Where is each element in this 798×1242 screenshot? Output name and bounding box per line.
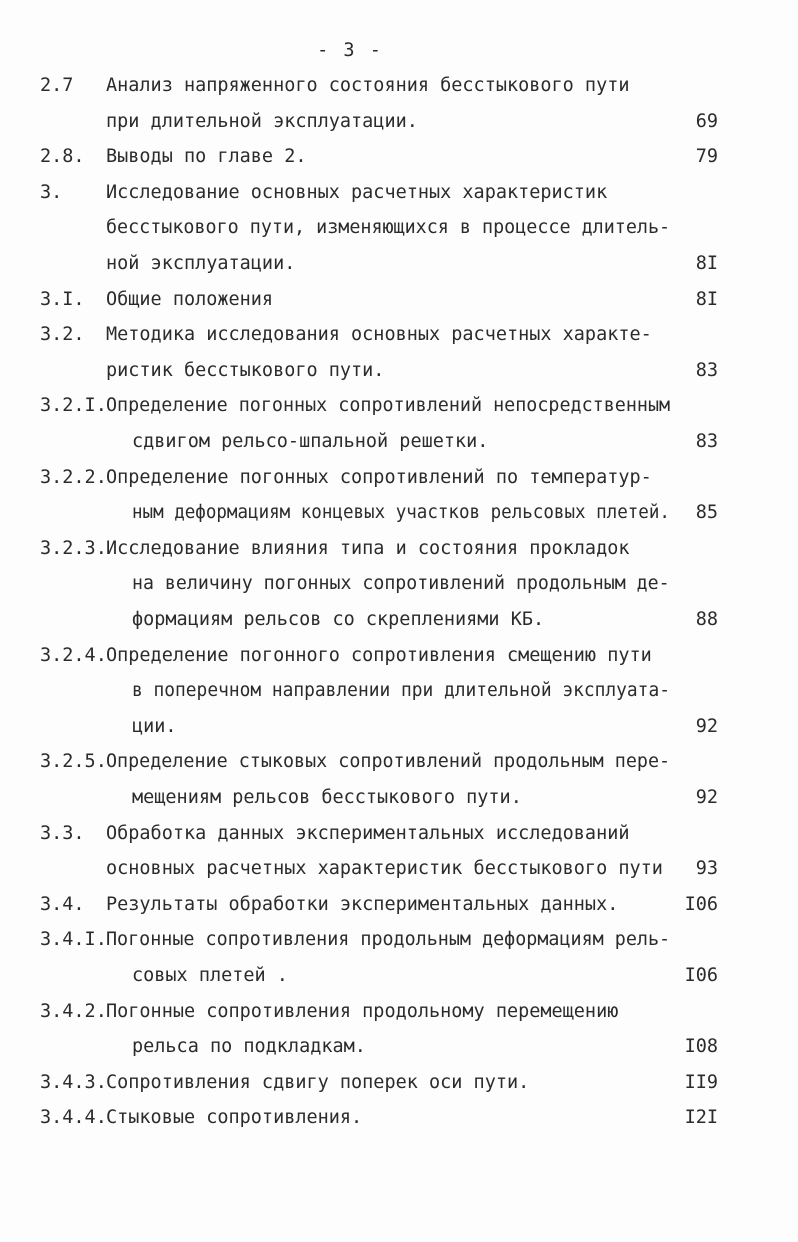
toc-line (0, 929, 798, 959)
toc-entry-number: 3.2.4. (40, 644, 107, 666)
toc-entry-number: 3.2.I. (40, 395, 107, 417)
toc-entry-text: на величину погонных сопротивлений продольным де- (132, 573, 670, 595)
toc-page-number: 92 (695, 787, 718, 808)
toc-entry-text: сдвигом рельсо-шпальной решетки. (132, 431, 489, 452)
toc-entry-text: мещениям рельсов бесстыкового пути. (132, 787, 522, 808)
toc-entry-text: ным деформациям концевых участков рельсовых плетей. (132, 502, 670, 524)
toc-page-number: 8I (695, 288, 718, 310)
toc-page-number: II9 (684, 1071, 718, 1093)
toc-page-number: I06 (684, 965, 718, 986)
toc-entry-text: в поперечном направлении при длительной эксплуата- (132, 680, 670, 702)
toc-line (0, 680, 798, 710)
toc-line (0, 467, 798, 497)
toc-page-number: 92 (695, 715, 718, 737)
toc-line (0, 645, 798, 675)
toc-entry-text: Методика исследования основных расчетных характе- (106, 324, 652, 346)
toc-page-number: 79 (695, 146, 718, 168)
toc-entry-number: 3.4.I. (40, 929, 107, 951)
toc-line (0, 1072, 798, 1102)
toc-entry-number: 3.2. (40, 324, 85, 346)
toc-page-number: I08 (684, 1036, 718, 1058)
toc-line (0, 217, 798, 247)
toc-page-number: 83 (695, 359, 718, 381)
toc-line (0, 502, 798, 532)
toc-page-number: I2I (684, 1107, 718, 1129)
toc-line (0, 1036, 798, 1066)
toc-entry-text: Выводы по главе 2. (106, 146, 307, 168)
toc-line (0, 146, 798, 176)
toc-entry-text: совых плетей . (132, 965, 288, 986)
toc-entry-number: 3.4.2. (40, 1000, 107, 1022)
toc-entry-number: 2.8. (40, 146, 85, 168)
toc-line (0, 253, 798, 283)
toc-entry-text: Стыковые сопротивления. (106, 1107, 363, 1129)
toc-page-number: 88 (695, 609, 718, 630)
toc-entry-number: 3.2.2. (40, 466, 107, 488)
toc-line (0, 182, 798, 212)
toc-entry-number: 2.7 (40, 75, 74, 96)
toc-entry-number: 3.I. (40, 288, 85, 310)
toc-line (0, 858, 798, 888)
toc-entry-text: Определение погонных сопротивлений непосредственным (106, 395, 671, 417)
toc-entry-text: бесстыкового пути, изменяющихся в процессе длитель- (106, 217, 671, 239)
toc-page-number: 83 (695, 431, 718, 452)
toc-line (0, 787, 798, 817)
toc-entry-text: Обработка данных экспериментальных исследований (106, 822, 630, 844)
toc-entry-number: 3.4. (40, 893, 85, 915)
toc-page-number: 8I (695, 253, 718, 274)
toc-entry-text: ной эксплуатации. (106, 253, 296, 274)
toc-entry-text: Определение погонного сопротивления смещению пути (106, 644, 652, 666)
toc-entry-text: Определение погонных сопротивлений по температур- (106, 466, 652, 488)
toc-entry-text: Определение стыковых сопротивлений продольным пере- (106, 751, 671, 773)
toc-entry-number: 3.4.3. (40, 1071, 107, 1093)
toc-entry-number: 3.2.3. (40, 537, 107, 559)
toc-entry-text: рельса по подкладкам. (132, 1036, 366, 1058)
toc-entry-text: основных расчетных характеристик бесстыкового пути (106, 858, 663, 880)
toc-entry-text: Анализ напряженного состояния бесстыкового пути (106, 75, 630, 96)
toc-entry-number: 3.4.4. (40, 1107, 107, 1129)
toc-entry-number: 3.2.5. (40, 751, 107, 773)
toc-entry-text: ристик бесстыкового пути. (106, 359, 385, 381)
toc-line (0, 573, 798, 603)
toc-entry-text: Погонные сопротивления продольным деформациям рель- (106, 929, 671, 951)
toc-line (0, 111, 798, 141)
toc-line (0, 751, 798, 781)
toc-line (0, 965, 798, 995)
toc-entry-number: 3. (40, 181, 63, 203)
toc-line (0, 1107, 798, 1137)
toc-line (0, 75, 798, 105)
toc-line (0, 823, 798, 853)
toc-page-number: I06 (684, 893, 718, 915)
toc-entry-text: Результаты обработки экспериментальных данных. (106, 893, 619, 915)
toc-line (0, 716, 798, 746)
toc-entry-text: при длительной эксплуатации. (106, 110, 418, 132)
toc-entry-text: ции. (132, 715, 177, 737)
toc-line (0, 538, 798, 568)
toc-line (0, 431, 798, 461)
toc-line (0, 395, 798, 425)
page-number: - 3 - (317, 40, 383, 61)
toc-entry-text: Исследование влияния типа и состояния прокладок (106, 537, 630, 559)
toc-entry-number: 3.3. (40, 822, 85, 844)
toc-line (0, 609, 798, 639)
toc-entry-text: Общие положения (106, 288, 274, 310)
toc-entry-text: Исследование основных расчетных характеристик (106, 181, 608, 203)
toc-line (0, 289, 798, 319)
toc-line (0, 360, 798, 390)
toc-entry-text: Сопротивления сдвигу поперек оси пути. (106, 1071, 530, 1093)
toc-page-number: 93 (695, 858, 718, 880)
toc-entry-text: формациям рельсов со скреплениями КБ. (132, 609, 545, 630)
toc-line (0, 324, 798, 354)
toc-entry-text: Погонные сопротивления продольному перемещению (106, 1000, 619, 1022)
toc-line (0, 894, 798, 924)
toc-page-number: 69 (695, 110, 718, 132)
toc-page-number: 85 (695, 502, 718, 524)
toc-line (0, 1001, 798, 1031)
